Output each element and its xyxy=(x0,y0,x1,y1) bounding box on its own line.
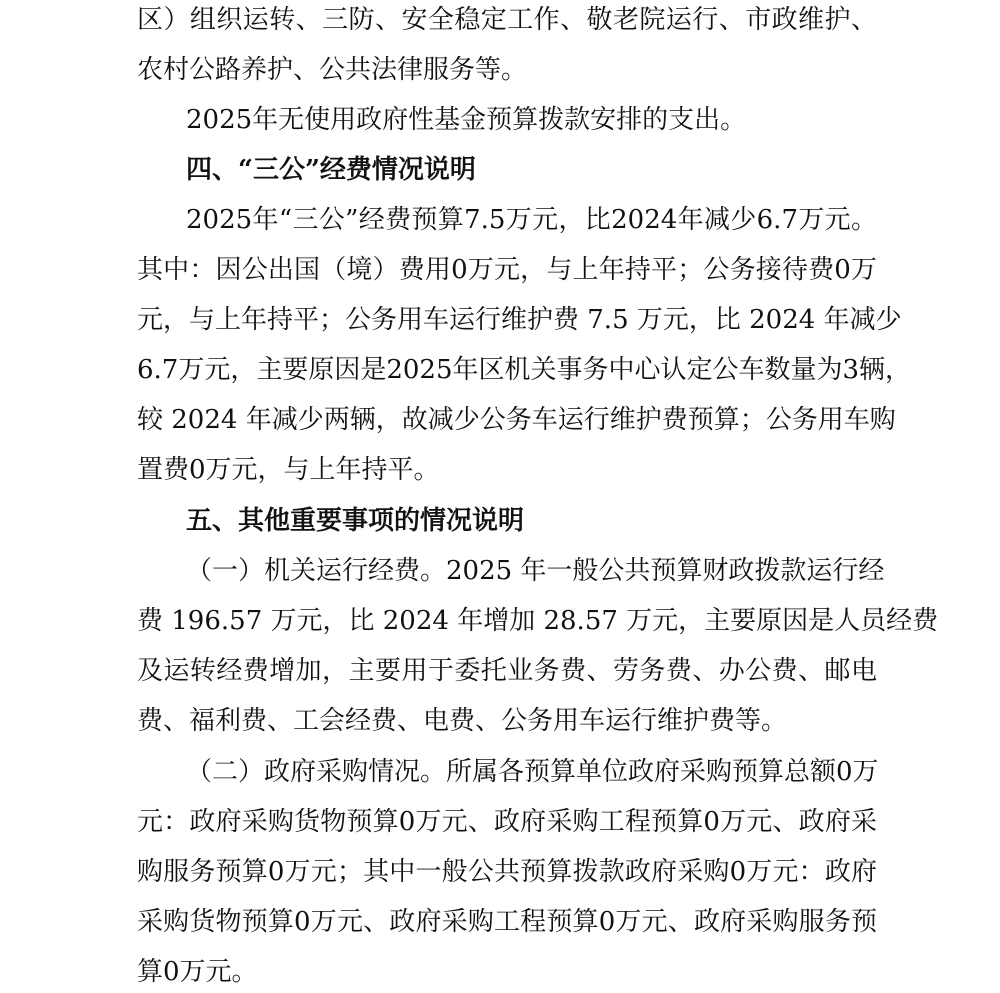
text-line-9: 较 2024 年减少两辆，故减少公务车运行维护费预算；公务用车购 xyxy=(137,405,896,435)
section-heading-4: 四、“三公”经费情况说明 xyxy=(186,155,476,185)
text-line-15: 费、福利费、工会经费、电费、公务用车运行维护费等。 xyxy=(137,706,788,736)
text-line-5: 2025年“三公”经费预算7.5万元，比2024年减少6.7万元。 xyxy=(186,205,877,235)
text-line-20: 算0万元。 xyxy=(137,957,258,987)
text-line-18: 购服务预算0万元；其中一般公共预算拨款政府采购0万元：政府 xyxy=(137,857,877,887)
text-line-19: 采购货物预算0万元、政府采购工程预算0万元、政府采购服务预 xyxy=(137,907,877,937)
text-line-6: 其中：因公出国（境）费用0万元，与上年持平；公务接待费0万 xyxy=(137,255,877,285)
text-line-2: 农村公路养护、公共法律服务等。 xyxy=(137,55,528,85)
text-line-16: （二）政府采购情况。所属各预算单位政府采购预算总额0万 xyxy=(186,757,879,787)
text-line-7: 元，与上年持平；公务用车运行维护费 7.5 万元，比 2024 年减少 xyxy=(137,305,902,335)
text-line-14: 及运转经费增加，主要用于委托业务费、劳务费、办公费、邮电 xyxy=(137,656,877,686)
text-line-1: 区）组织运转、三防、安全稳定工作、敬老院运行、市政维护、 xyxy=(137,5,877,35)
text-line-8: 6.7万元，主要原因是2025年区机关事务中心认定公车数量为3辆， xyxy=(137,355,912,385)
text-line-10: 置费0万元，与上年持平。 xyxy=(137,455,440,485)
text-line-17: 元：政府采购货物预算0万元、政府采购工程预算0万元、政府采 xyxy=(137,807,877,837)
text-line-12: （一）机关运行经费。2025 年一般公共预算财政拨款运行经 xyxy=(186,556,885,586)
section-heading-5: 五、其他重要事项的情况说明 xyxy=(186,506,525,536)
text-line-13: 费 196.57 万元，比 2024 年增加 28.57 万元，主要原因是人员经费 xyxy=(137,606,939,636)
text-line-3: 2025年无使用政府性基金预算拨款安排的支出。 xyxy=(186,105,747,135)
